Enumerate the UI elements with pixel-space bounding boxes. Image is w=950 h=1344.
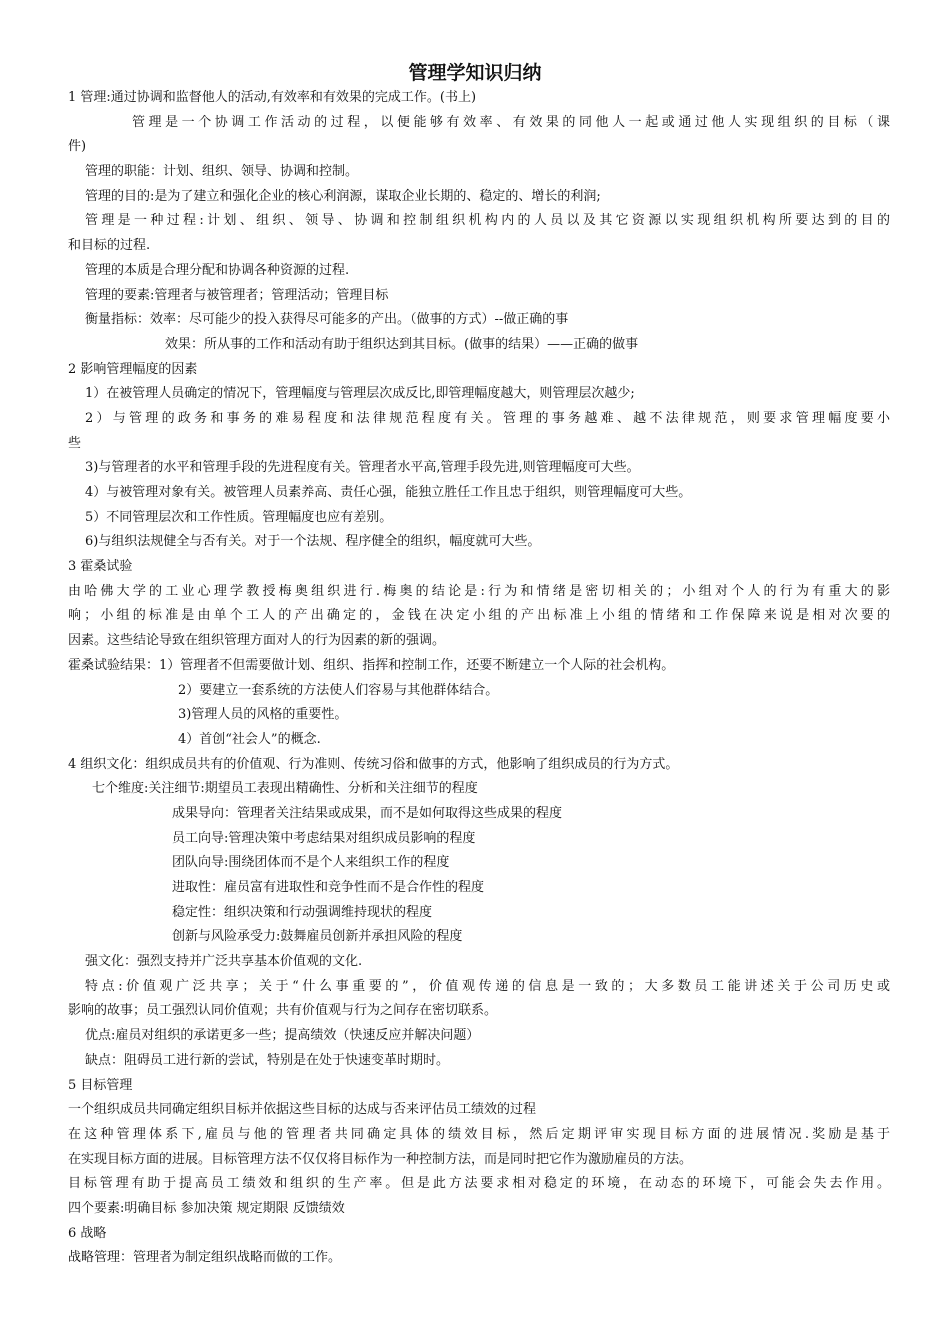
document-title: 管理学知识归纳 [408, 62, 542, 84]
text-line: 稳定性：组织决策和行动强调维持现状的程度 [172, 904, 433, 920]
text-line: 缺点：阻碍员工进行新的尝试，特别是在处于快速变革时期时。 [85, 1052, 450, 1068]
text-line: 因素。这些结论导致在组织管理方面对人的行为因素的新的强调。 [68, 633, 446, 649]
text-line: 特点:价值观广泛共享；关于“什么事重要的”，价值观传递的信息是一致的；大多数员工能讲述关于公司历史或 [85, 978, 890, 994]
text-line: 进取性：雇员富有进取性和竞争性而不是合作性的程度 [172, 880, 485, 895]
text-line: 3)与管理者的水平和管理手段的先进程度有关。管理者水平高,管理手段先进,则管理幅度可大些。 [85, 460, 640, 476]
text-line: 目标管理有助于提高员工绩效和组织的生产率。但是此方法要求相对稳定的环境，在动态的环境下，可能会失去作用。 [68, 1176, 890, 1192]
text-line: 和目标的过程. [68, 238, 151, 254]
text-line: 件) [68, 139, 87, 155]
text-line: 些 [68, 435, 82, 451]
text-line: 强文化：强烈支持并广泛共享基本价值观的文化. [85, 954, 363, 970]
text-line: 4）首创“社会人”的概念. [178, 731, 321, 747]
section-heading: 5 目标管理 [68, 1077, 133, 1093]
document-body [68, 86, 890, 1271]
text-line: 由哈佛大学的工业心理学教授梅奥组织进行.梅奥的结论是:行为和情绪是密切相关的；小组对个人的行为有重大的影 [68, 583, 890, 599]
text-line: 管理的要素:管理者与被管理者；管理活动；管理目标 [85, 287, 389, 303]
section-heading: 6 战略 [68, 1225, 107, 1241]
text-line: 6)与组织法规健全与否有关。对于一个法规、程序健全的组织，幅度就可大些。 [85, 534, 541, 550]
text-line: 在实现目标方面的进展。目标管理方法不仅仅将目标作为一种控制方法，而是同时把它作为激励雇员的方法。 [68, 1151, 693, 1167]
text-line: 2）与管理的政务和事务的难易程度和法律规范程度有关。管理的事务越难、越不法律规范，则要求管理幅度要小 [85, 410, 890, 426]
text-line: 1 管理:通过协调和监督他人的活动,有效率和有效果的完成工作。(书上) [68, 90, 477, 105]
text-line: 四个要素:明确目标 参加决策 规定期限 反馈绩效 [68, 1200, 345, 1216]
text-line: 一个组织成员共同确定组织目标并依据这些目标的达成与否来评估员工绩效的过程 [68, 1102, 537, 1118]
section-heading: 4 组织文化：组织成员共有的价值观、行为准则、传统习俗和做事的方式，他影响了组织成员的行为方式。 [68, 756, 679, 772]
text-line: 团队向导:围绕团体而不是个人来组织工作的程度 [172, 855, 450, 871]
text-line: 2）要建立一套系统的方法使人们容易与其他群体结合。 [178, 682, 499, 698]
text-line: 优点:雇员对组织的承诺更多一些；提高绩效（快速反应并解决问题） [85, 1028, 480, 1044]
section-heading: 3 霍桑试验 [68, 559, 133, 575]
text-line: 成果导向：管理者关注结果或成果，而不是如何取得这些成果的程度 [172, 805, 563, 821]
text-line: 管理的本质是合理分配和协调各种资源的过程. [85, 262, 350, 278]
text-line: 衡量指标：效率：尽可能少的投入获得尽可能多的产出。（做事的方式）--做正确的事 [85, 312, 569, 328]
text-line: 管理是一种过程:计划、组织、领导、协调和控制组织机构内的人员以及其它资源以实现组织机构所要达到的目的 [85, 213, 890, 229]
text-line: 创新与风险承受力:鼓舞雇员创新并承担风险的程度 [172, 929, 463, 945]
text-line: 管理是一个协调工作活动的过程，以便能够有效率、有效果的同他人一起或通过他人实现组织的目标（课 [132, 114, 890, 130]
text-line: 七个维度:关注细节:期望员工表现出精确性、分析和关注细节的程度 [92, 781, 478, 797]
text-line: 5）不同管理层次和工作性质。管理幅度也应有差别。 [85, 509, 393, 525]
text-line: 影响的故事；员工强烈认同价值观；共有价值观与行为之间存在密切联系。 [68, 1003, 498, 1019]
text-line: 在这种管理体系下,雇员与他的管理者共同确定具体的绩效目标，然后定期评审实现目标方面的进展情况.奖励是基于 [68, 1126, 890, 1142]
text-line: 霍桑试验结果：1）管理者不但需要做计划、组织、指挥和控制工作，还要不断建立一个人际的社会机构。 [68, 657, 675, 673]
text-line: 效果：所从事的工作和活动有助于组织达到其目标。(做事的结果）——正确的做事 [165, 336, 639, 352]
text-line: 1）在被管理人员确定的情况下，管理幅度与管理层次成反比,即管理幅度越大，则管理层次越少; [85, 386, 635, 402]
text-line: 管理的职能：计划、组织、领导、协调和控制。 [85, 164, 359, 180]
text-line: 员工向导:管理决策中考虑结果对组织成员影响的程度 [172, 830, 476, 846]
text-line: 3)管理人员的风格的重要性。 [178, 707, 348, 723]
section-heading: 2 影响管理幅度的因素 [68, 361, 198, 377]
text-line: 管理的目的:是为了建立和强化企业的核心利润源，谋取企业长期的、稳定的、增长的利润; [85, 188, 601, 204]
text-line: 战略管理：管理者为制定组织战略而做的工作。 [68, 1250, 342, 1266]
text-line: 响；小组的标准是由单个工人的产出确定的，金钱在决定小组的产出标准上小组的情绪和工作保障来说是相对次要的 [68, 608, 890, 624]
text-line: 4）与被管理对象有关。被管理人员素养高、责任心强，能独立胜任工作且忠于组织，则管理幅度可大些。 [85, 485, 692, 500]
